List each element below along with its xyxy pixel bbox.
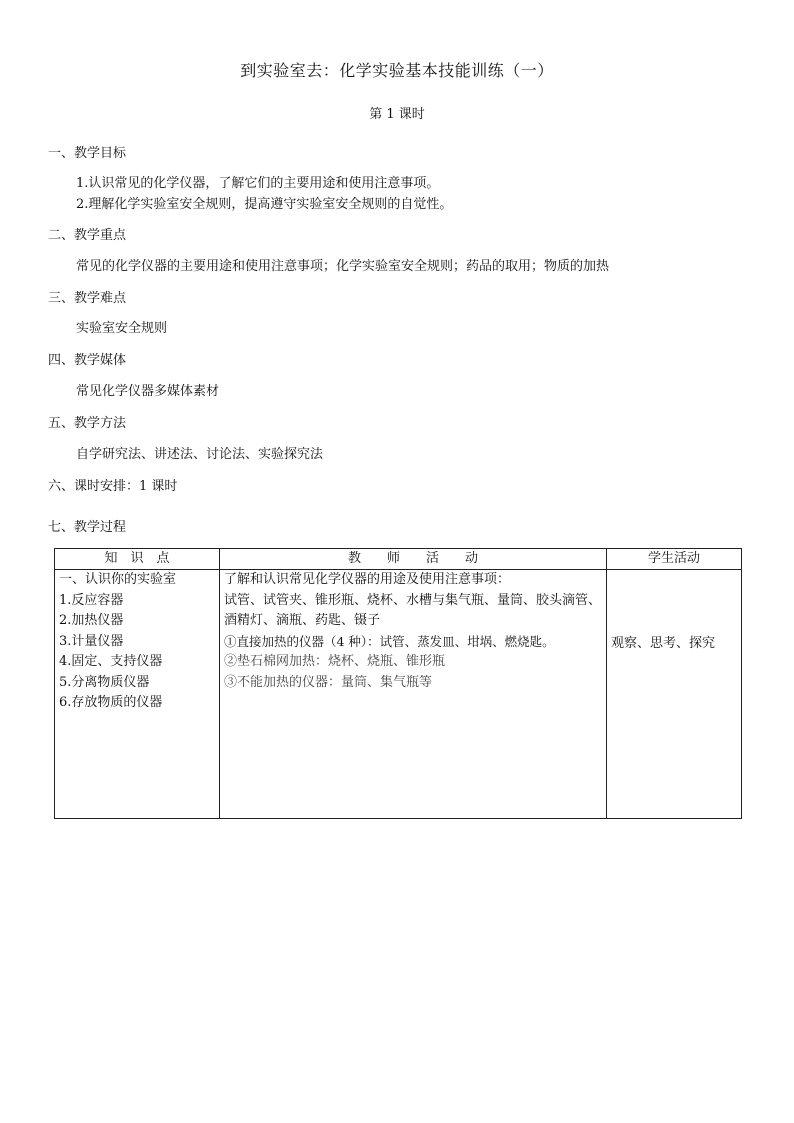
knowledge-point-item: 3.计量仪器 [59,633,124,649]
knowledge-points-cell [55,570,220,819]
table-row [55,570,742,819]
knowledge-point-item: 2.加热仪器 [59,613,124,628]
lesson-period: 第 1 课时 [369,107,425,122]
section-heading-methods: 五、教学方法 [48,416,127,431]
section-heading-media: 四、教学媒体 [48,353,127,368]
media-text: 常见化学仪器多媒体素材 [76,384,220,399]
direct-heating-item: ①直接加热的仪器（4 种）：试管、蒸发皿、坩埚、燃烧匙。 [224,633,555,649]
student-activity-cell [607,570,742,819]
header-student-activity: 学生活动 [607,549,742,570]
table-header-row [55,549,742,570]
teacher-activity-cell [220,570,607,819]
knowledge-point-item: 6.存放物质的仪器 [59,695,163,710]
section-heading-process: 七、教学过程 [48,520,127,535]
section-heading-key-points: 二、教学重点 [48,228,127,243]
student-activity-text: 观察、思考、探究 [611,636,716,651]
knowledge-point-item: 5.分离物质仪器 [59,674,150,690]
teacher-activity-intro: 了解和认识常见化学仪器的用途及使用注意事项： [224,572,511,587]
difficulties-text: 实验室安全规则 [76,321,168,336]
header-knowledge-points: 知 识 点 [55,549,220,570]
header-teacher-activity: 教 师 活 动 [220,549,607,570]
document-title: 到实验室去：化学实验基本技能训练（一） [240,61,554,80]
instrument-list: 试管、试管夹、锥形瓶、烧杯、水槽与集气瓶、量筒、胶头滴管、酒精灯、滴瓶、药匙、镊子 [224,592,602,628]
knowledge-point-heading: 一、认识你的实验室 [59,572,177,587]
knowledge-point-item: 1.反应容器 [59,592,124,608]
knowledge-point-item: 4.固定、支持仪器 [59,654,163,669]
section-heading-schedule: 六、课时安排：1 课时 [48,479,178,494]
non-heating-item: ③不能加热的仪器：量筒、集气瓶等 [224,674,433,690]
section-heading-difficulties: 三、教学难点 [48,291,127,306]
teaching-process-table [54,548,742,819]
section-heading-objectives: 一、教学目标 [48,146,127,161]
asbestos-heating-item: ②垫石棉网加热：烧杯、烧瓶、锥形瓶 [224,654,446,669]
methods-text: 自学研究法、讲述法、讨论法、实验探究法 [76,447,324,462]
objective-item-1: 1.认识常见的化学仪器，了解它们的主要用途和使用注意事项。 [76,176,440,191]
key-points-text: 常见的化学仪器的主要用途和使用注意事项；化学实验室安全规则；药品的取用；物质的加热 [76,259,610,274]
objective-item-2: 2.理解化学实验室安全规则，提高遵守实验室安全规则的自觉性。 [76,197,453,212]
